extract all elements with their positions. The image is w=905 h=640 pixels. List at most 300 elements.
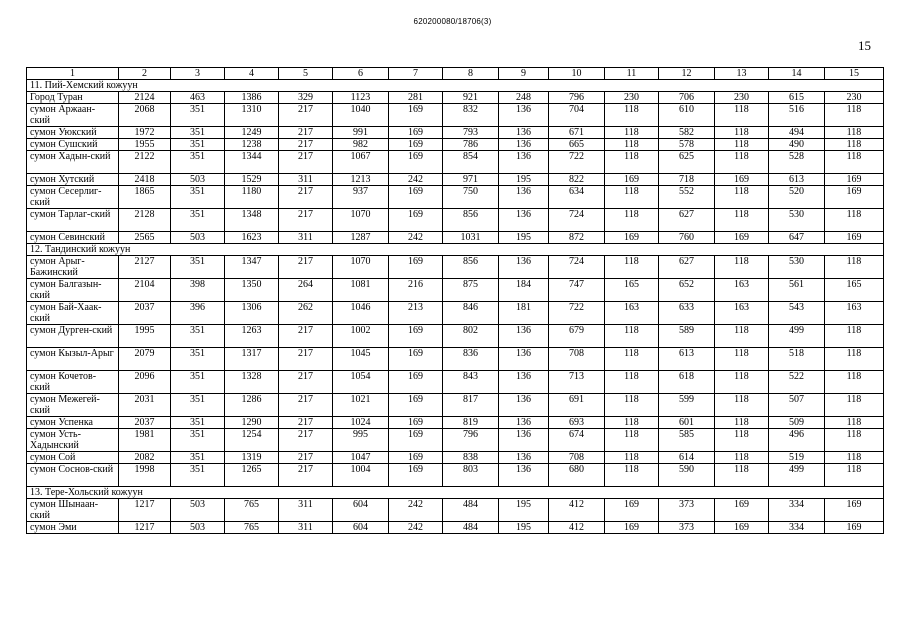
value-cell: 528 [769,151,825,174]
column-header: 4 [225,68,279,80]
table-row [27,209,884,232]
value-cell: 802 [443,325,499,348]
value-cell: 585 [659,429,715,452]
value-cell: 118 [825,151,884,174]
value-cell: 519 [769,452,825,464]
settlement-name-cell: сумон Тарлаг-ский [27,209,119,232]
value-cell: 412 [549,522,605,534]
column-header: 11 [605,68,659,80]
value-cell: 1046 [333,302,389,325]
value-cell: 118 [825,209,884,232]
table-row [27,256,884,279]
value-cell: 169 [605,499,659,522]
value-cell: 118 [825,139,884,151]
settlement-name-cell: сумон Усть-Хадынский [27,429,119,452]
value-cell: 530 [769,209,825,232]
value-cell: 1213 [333,174,389,186]
value-cell: 765 [225,499,279,522]
value-cell: 136 [499,429,549,452]
value-cell: 195 [499,499,549,522]
value-cell: 351 [171,464,225,487]
column-header: 10 [549,68,605,80]
settlement-name-cell: сумон Межегей-ский [27,394,119,417]
value-cell: 118 [825,256,884,279]
value-cell: 248 [499,92,549,104]
value-cell: 217 [279,452,333,464]
value-cell: 995 [333,429,389,452]
value-cell: 118 [605,429,659,452]
value-cell: 118 [715,186,769,209]
value-cell: 561 [769,279,825,302]
value-cell: 722 [549,151,605,174]
table-row [27,522,884,534]
document-id: 620200080/18706(3) [413,17,492,26]
value-cell: 1306 [225,302,279,325]
table-row [27,394,884,417]
value-cell: 1254 [225,429,279,452]
value-cell: 671 [549,127,605,139]
value-cell: 118 [605,394,659,417]
value-cell: 118 [715,127,769,139]
value-cell: 708 [549,452,605,464]
value-cell: 691 [549,394,605,417]
value-cell: 921 [443,92,499,104]
value-cell: 843 [443,371,499,394]
value-cell: 169 [825,522,884,534]
table-row [27,127,884,139]
value-cell: 693 [549,417,605,429]
value-cell: 118 [605,464,659,487]
value-cell: 118 [825,348,884,371]
settlement-name-cell: сумон Дурген-ский [27,325,119,348]
value-cell: 118 [715,104,769,127]
settlement-name-cell: сумон Шынаан-ский [27,499,119,522]
column-header: 13 [715,68,769,80]
value-cell: 217 [279,429,333,452]
value-cell: 169 [715,232,769,244]
value-cell: 1290 [225,417,279,429]
value-cell: 1123 [333,92,389,104]
value-cell: 184 [499,279,549,302]
value-cell: 1287 [333,232,389,244]
value-cell: 118 [825,371,884,394]
value-cell: 118 [715,429,769,452]
value-cell: 136 [499,186,549,209]
value-cell: 1249 [225,127,279,139]
value-cell: 118 [605,151,659,174]
value-cell: 169 [389,417,443,429]
value-cell: 242 [389,174,443,186]
settlement-name-cell: сумон Сесерлиг-ский [27,186,119,209]
settlement-name-cell: сумон Аржаан-ский [27,104,119,127]
value-cell: 503 [171,232,225,244]
value-cell: 351 [171,256,225,279]
value-cell: 217 [279,371,333,394]
value-cell: 1067 [333,151,389,174]
value-cell: 856 [443,209,499,232]
value-cell: 169 [605,232,659,244]
value-cell: 217 [279,151,333,174]
value-cell: 1981 [119,429,171,452]
value-cell: 118 [825,429,884,452]
value-cell: 242 [389,522,443,534]
value-cell: 599 [659,394,715,417]
value-cell: 118 [715,256,769,279]
value-cell: 503 [171,522,225,534]
settlement-name-cell: сумон Кочетов-ский [27,371,119,394]
value-cell: 118 [715,417,769,429]
value-cell: 230 [715,92,769,104]
value-cell: 604 [333,499,389,522]
section-title: 13. Тере-Хольский кожуун [27,487,884,499]
value-cell: 136 [499,104,549,127]
value-cell: 796 [549,92,605,104]
settlement-name-cell: сумон Хутский [27,174,119,186]
value-cell: 627 [659,209,715,232]
value-cell: 242 [389,499,443,522]
value-cell: 2128 [119,209,171,232]
value-cell: 507 [769,394,825,417]
value-cell: 136 [499,371,549,394]
column-header: 12 [659,68,715,80]
value-cell: 136 [499,139,549,151]
value-cell: 217 [279,139,333,151]
value-cell: 982 [333,139,389,151]
value-cell: 613 [769,174,825,186]
value-cell: 217 [279,394,333,417]
value-cell: 522 [769,371,825,394]
value-cell: 625 [659,151,715,174]
settlement-name-cell: сумон Хадын-ский [27,151,119,174]
value-cell: 2079 [119,348,171,371]
value-cell: 169 [715,522,769,534]
column-header: 3 [171,68,225,80]
value-cell: 169 [389,325,443,348]
value-cell: 1328 [225,371,279,394]
value-cell: 604 [333,522,389,534]
value-cell: 334 [769,522,825,534]
value-cell: 665 [549,139,605,151]
value-cell: 217 [279,256,333,279]
value-cell: 1070 [333,256,389,279]
table-row [27,279,884,302]
value-cell: 846 [443,302,499,325]
value-cell: 118 [715,394,769,417]
value-cell: 1002 [333,325,389,348]
section-row [27,244,884,256]
value-cell: 169 [389,371,443,394]
value-cell: 2031 [119,394,171,417]
settlement-name-cell: сумон Арыг-Бажинский [27,256,119,279]
value-cell: 520 [769,186,825,209]
value-cell: 118 [825,394,884,417]
value-cell: 118 [715,348,769,371]
value-cell: 2418 [119,174,171,186]
value-cell: 118 [605,452,659,464]
value-cell: 169 [825,499,884,522]
table-row [27,139,884,151]
value-cell: 1998 [119,464,171,487]
value-cell: 463 [171,92,225,104]
value-cell: 494 [769,127,825,139]
value-cell: 652 [659,279,715,302]
value-cell: 351 [171,325,225,348]
value-cell: 351 [171,139,225,151]
settlement-name-cell: сумон Балгазын-ский [27,279,119,302]
value-cell: 1319 [225,452,279,464]
value-cell: 2565 [119,232,171,244]
column-header: 9 [499,68,549,80]
table-row [27,151,884,174]
value-cell: 704 [549,104,605,127]
value-cell: 503 [171,174,225,186]
value-cell: 1047 [333,452,389,464]
value-cell: 1031 [443,232,499,244]
value-cell: 2127 [119,256,171,279]
column-header: 7 [389,68,443,80]
value-cell: 136 [499,348,549,371]
value-cell: 582 [659,127,715,139]
value-cell: 1054 [333,371,389,394]
value-cell: 543 [769,302,825,325]
value-cell: 230 [605,92,659,104]
settlement-name-cell: сумон Сушский [27,139,119,151]
value-cell: 311 [279,522,333,534]
value-cell: 165 [605,279,659,302]
value-cell: 118 [605,371,659,394]
column-header: 6 [333,68,389,80]
value-cell: 373 [659,522,715,534]
settlement-name-cell: сумон Уюкский [27,127,119,139]
value-cell: 724 [549,209,605,232]
value-cell: 1972 [119,127,171,139]
value-cell: 578 [659,139,715,151]
settlement-name-cell: сумон Кызыл-Арыг [27,348,119,371]
value-cell: 484 [443,499,499,522]
value-cell: 601 [659,417,715,429]
section-title: 12. Тандинский кожуун [27,244,884,256]
value-cell: 484 [443,522,499,534]
value-cell: 499 [769,464,825,487]
value-cell: 165 [825,279,884,302]
table-row [27,348,884,371]
value-cell: 351 [171,186,225,209]
value-cell: 793 [443,127,499,139]
value-cell: 679 [549,325,605,348]
value-cell: 1265 [225,464,279,487]
value-cell: 118 [715,139,769,151]
value-cell: 118 [605,186,659,209]
value-cell: 373 [659,499,715,522]
value-cell: 136 [499,127,549,139]
value-cell: 195 [499,522,549,534]
value-cell: 1081 [333,279,389,302]
value-cell: 2122 [119,151,171,174]
value-cell: 803 [443,464,499,487]
value-cell: 217 [279,209,333,232]
value-cell: 1955 [119,139,171,151]
value-cell: 875 [443,279,499,302]
value-cell: 412 [549,499,605,522]
value-cell: 213 [389,302,443,325]
value-cell: 281 [389,92,443,104]
value-cell: 118 [715,452,769,464]
section-row [27,487,884,499]
value-cell: 713 [549,371,605,394]
table-row [27,92,884,104]
value-cell: 311 [279,174,333,186]
value-cell: 163 [605,302,659,325]
value-cell: 1310 [225,104,279,127]
value-cell: 819 [443,417,499,429]
value-cell: 2082 [119,452,171,464]
value-cell: 747 [549,279,605,302]
value-cell: 499 [769,325,825,348]
value-cell: 118 [605,127,659,139]
value-cell: 1317 [225,348,279,371]
value-cell: 242 [389,232,443,244]
value-cell: 169 [389,394,443,417]
value-cell: 169 [389,139,443,151]
section-row [27,80,884,92]
value-cell: 1070 [333,209,389,232]
table-row [27,417,884,429]
value-cell: 118 [715,325,769,348]
value-cell: 854 [443,151,499,174]
value-cell: 217 [279,104,333,127]
value-cell: 724 [549,256,605,279]
value-cell: 136 [499,256,549,279]
value-cell: 118 [825,417,884,429]
value-cell: 396 [171,302,225,325]
page-number: 15 [858,38,871,53]
value-cell: 618 [659,371,715,394]
table-row [27,464,884,487]
value-cell: 217 [279,348,333,371]
value-cell: 118 [605,209,659,232]
column-header: 14 [769,68,825,80]
value-cell: 610 [659,104,715,127]
value-cell: 118 [825,325,884,348]
value-cell: 195 [499,232,549,244]
column-header: 15 [825,68,884,80]
value-cell: 1217 [119,522,171,534]
settlement-name-cell: сумон Эми [27,522,119,534]
value-cell: 136 [499,464,549,487]
value-cell: 169 [825,186,884,209]
value-cell: 216 [389,279,443,302]
value-cell: 118 [605,417,659,429]
value-cell: 169 [825,232,884,244]
value-cell: 2104 [119,279,171,302]
value-cell: 614 [659,452,715,464]
value-cell: 169 [389,452,443,464]
value-cell: 118 [605,256,659,279]
value-cell: 836 [443,348,499,371]
table-row [27,452,884,464]
value-cell: 169 [605,174,659,186]
value-cell: 1386 [225,92,279,104]
table-row [27,429,884,452]
value-cell: 613 [659,348,715,371]
table-row [27,174,884,186]
value-cell: 509 [769,417,825,429]
value-cell: 118 [715,209,769,232]
value-cell: 329 [279,92,333,104]
value-cell: 647 [769,232,825,244]
value-cell: 136 [499,325,549,348]
value-cell: 398 [171,279,225,302]
table-row [27,104,884,127]
value-cell: 163 [715,302,769,325]
value-cell: 169 [389,151,443,174]
value-cell: 169 [389,127,443,139]
value-cell: 1623 [225,232,279,244]
value-cell: 722 [549,302,605,325]
value-cell: 136 [499,452,549,464]
value-cell: 706 [659,92,715,104]
value-cell: 217 [279,186,333,209]
value-cell: 118 [825,452,884,464]
value-cell: 590 [659,464,715,487]
value-cell: 351 [171,127,225,139]
value-cell: 169 [389,209,443,232]
value-cell: 2096 [119,371,171,394]
value-cell: 351 [171,348,225,371]
value-cell: 1024 [333,417,389,429]
value-cell: 311 [279,499,333,522]
value-cell: 589 [659,325,715,348]
value-cell: 627 [659,256,715,279]
value-cell: 1238 [225,139,279,151]
value-cell: 351 [171,452,225,464]
value-cell: 1180 [225,186,279,209]
value-cell: 136 [499,417,549,429]
value-cell: 169 [389,256,443,279]
value-cell: 169 [605,522,659,534]
value-cell: 856 [443,256,499,279]
value-cell: 634 [549,186,605,209]
value-cell: 750 [443,186,499,209]
value-cell: 163 [715,279,769,302]
value-cell: 718 [659,174,715,186]
value-cell: 118 [825,104,884,127]
value-cell: 2037 [119,302,171,325]
value-cell: 334 [769,499,825,522]
value-cell: 351 [171,371,225,394]
settlement-name-cell: Город Туран [27,92,119,104]
value-cell: 872 [549,232,605,244]
value-cell: 817 [443,394,499,417]
settlement-name-cell: сумон Бай-Хаак-ский [27,302,119,325]
value-cell: 680 [549,464,605,487]
value-cell: 1045 [333,348,389,371]
value-cell: 136 [499,394,549,417]
settlement-name-cell: сумон Севинский [27,232,119,244]
column-header: 8 [443,68,499,80]
table-row [27,325,884,348]
value-cell: 169 [389,104,443,127]
value-cell: 708 [549,348,605,371]
value-cell: 169 [715,174,769,186]
value-cell: 118 [605,325,659,348]
data-table [26,67,884,534]
value-cell: 169 [825,174,884,186]
value-cell: 169 [389,186,443,209]
value-cell: 169 [389,348,443,371]
value-cell: 136 [499,209,549,232]
column-header: 5 [279,68,333,80]
